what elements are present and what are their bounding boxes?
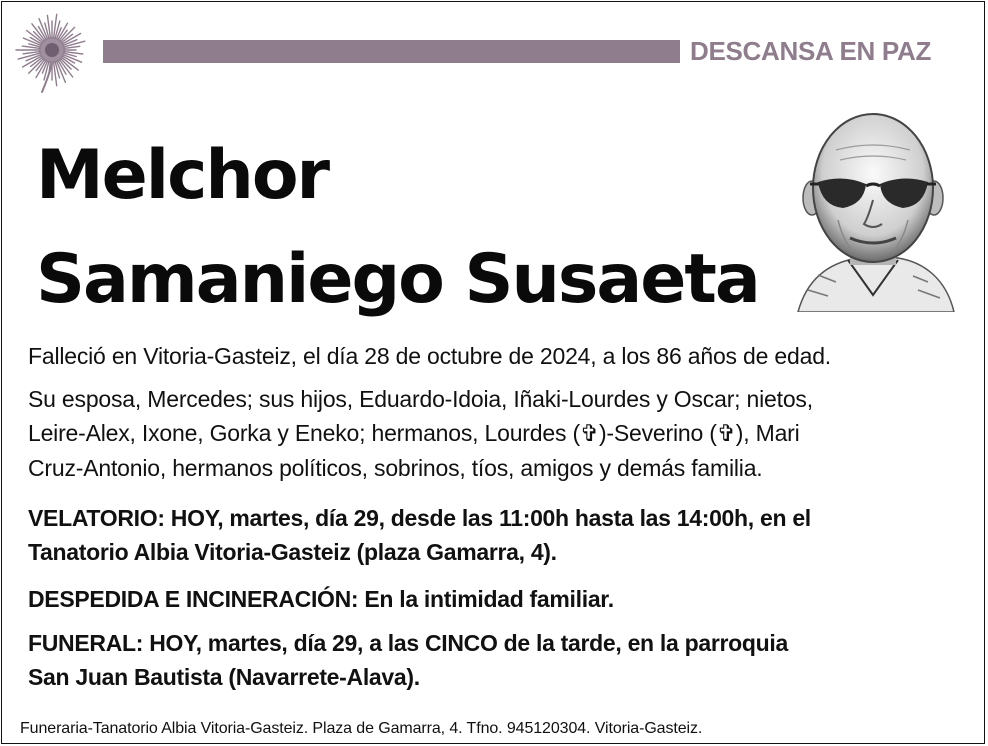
header-title: DESCANSA EN PAZ	[690, 36, 932, 66]
funeral-line-2: San Juan Bautista (Navarrete-Alava).	[28, 664, 420, 690]
wake-line-1: VELATORIO: HOY, martes, día 29, desde las 11:00h hasta las 14:00h, en el	[28, 505, 811, 531]
family-line-3: Cruz-Antonio, hermanos políticos, sobrinos, tíos, amigos y demás familia.	[28, 455, 763, 481]
funeral-line-1: FUNERAL: HOY, martes, día 29, a las CINCO de la tarde, en la parroquia	[28, 630, 788, 656]
deceased-surnames: Samaniego Susaeta	[36, 240, 759, 319]
deceased-first-name: Melchor	[36, 136, 329, 215]
death-notice: Falleció en Vitoria-Gasteiz, el día 28 de octubre de 2024, a los 86 años de edad.	[28, 343, 831, 369]
header-band	[103, 40, 680, 63]
family-line-2: Leire-Alex, Ixone, Gorka y Eneko; hermanos, Lourdes (✞)-Severino (✞), Mari	[28, 420, 800, 446]
family-line-1: Su esposa, Mercedes; sus hijos, Eduardo-Idoia, Iñaki-Lourdes y Oscar; nietos,	[28, 386, 813, 412]
thistle-flower-icon	[8, 10, 98, 94]
farewell-info: DESPEDIDA E INCINERACIÓN: En la intimidad familiar.	[28, 586, 614, 612]
obituary-notice	[1, 1, 985, 744]
wake-line-2: Tanatorio Albia Vitoria-Gasteiz (plaza Gamarra, 4).	[28, 539, 557, 565]
funeral-home-footer: Funeraria-Tanatorio Albia Vitoria-Gasteiz. Plaza de Gamarra, 4. Tfno. 945120304. Vitoria-Gasteiz.	[20, 720, 703, 737]
portrait-photo	[788, 100, 958, 312]
